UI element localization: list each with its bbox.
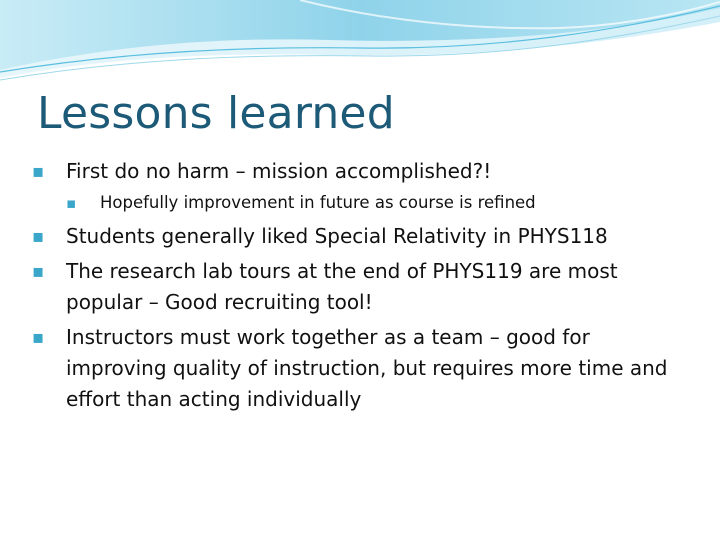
- bullet-list: [32, 156, 692, 419]
- bullet-item: [32, 221, 692, 252]
- bullet-marker-icon: ▪: [32, 226, 45, 247]
- bullet-marker-icon: ▪: [32, 161, 45, 182]
- bullet-marker-icon: ▪: [66, 194, 77, 212]
- bullet-text: The research lab tours at the end of PHYS119 are most popular – Good recruiting tool!: [66, 259, 618, 314]
- bullet-item: [32, 322, 692, 415]
- bullet-item: [32, 156, 692, 187]
- bullet-marker-icon: ▪: [32, 327, 45, 348]
- bullet-text: Students generally liked Special Relativity in PHYS118: [66, 224, 608, 248]
- bullet-text: Instructors must work together as a team – good for improving quality of instruction, but requires more time and effort than acting individually: [66, 325, 668, 411]
- bullet-marker-icon: ▪: [32, 261, 45, 282]
- bullet-item: [32, 256, 692, 318]
- slide-title: Lessons learned: [37, 88, 395, 139]
- sub-bullet-item: [32, 191, 692, 215]
- bullet-text: Hopefully improvement in future as course is refined: [100, 193, 536, 212]
- bullet-text: First do no harm – mission accomplished?!: [66, 159, 492, 183]
- header-wave-decoration: [0, 0, 720, 90]
